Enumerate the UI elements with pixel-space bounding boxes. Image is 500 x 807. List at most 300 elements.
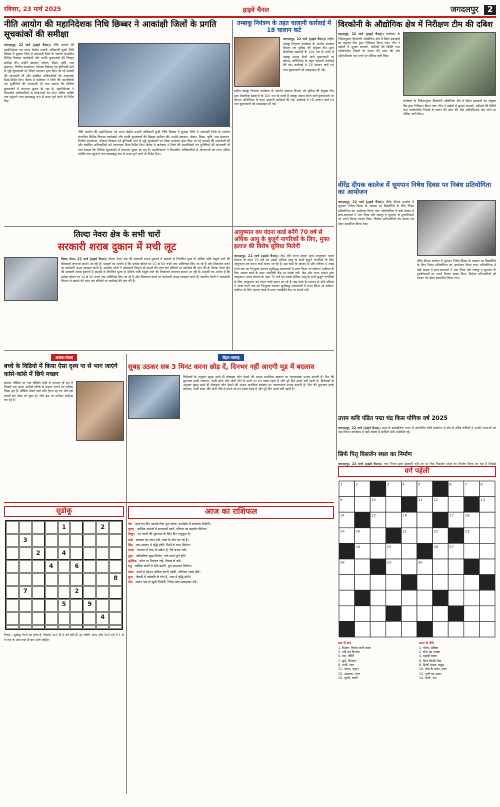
crossword-cell (401, 606, 417, 622)
story-dateline: जगदलपुर, 22 मार्च (हाइवे चैनल)। (283, 37, 327, 42)
clue: 3. नदी का किनारा (338, 650, 360, 655)
crossword-cell (355, 559, 371, 575)
crossword-cell (417, 544, 433, 560)
sudoku-cell: 7 (19, 586, 32, 599)
sudoku-cell (6, 612, 19, 625)
sudoku-cell (6, 534, 19, 547)
story-body-continued: तिल्दा नेवरा क्षेत्र की सरकारी शराब दुकानों में ग्राहकों से निर्धारित मूल्य से अधिक राशि वसूले जाने की शिकायतें लगातार सामने आ रही हैं। ग्राहकों का आरोप है कि प्रत्येक बोतल पर 10 से 50 रुपये तक अतिरिक्त लिए जा रहे हैं और शिकायत करने पर कर्मचारी अभद्र व्यवहार करते हैं। स्थानीय लोगों ने आबकारी विभाग से मामले की जांच कर दोषियों पर कार्रवाई की मांग की है। (61, 265, 230, 283)
rashi-name: कुंभ (128, 574, 133, 579)
crossword-number: 23 (464, 529, 470, 534)
sudoku-cell (109, 599, 122, 612)
sudoku-cell (70, 625, 83, 630)
sudoku-cell (6, 521, 19, 534)
rashi-item (128, 580, 334, 584)
clues-across-label: बाएं से दाएं (338, 641, 352, 646)
story-body-wrap (234, 37, 334, 87)
story-body-wrap (338, 32, 496, 172)
clue: 1. दिमाग, विचार करने वाला (338, 645, 372, 650)
sudoku-cell (58, 573, 71, 586)
story-body-continued: विशेषज्ञों के अनुसार सुबह उठते ही मोबाइल फोन देखने की आदत मानसिक स्वास्थ्य पर नकारात्मक प्रभाव डालती है। दिन की शुरुआत हल्के व्यायाम, गहरी सांस और पानी पीने से करने पर मन प्रसन्न रहता है और पूरे दिन ऊर्जा बनी रहती है। (183, 378, 334, 392)
crossword-cell (448, 606, 464, 622)
rashi-text: संतान पक्ष से खुशी मिलेगी, निवेश सोच-समझकर करें। (135, 580, 198, 585)
sudoku-cell (32, 612, 45, 625)
sudoku-cell (83, 586, 96, 599)
sudoku-cell (58, 560, 71, 573)
clues-down-label: ऊपर से नीचे (419, 641, 434, 646)
rashi-item (128, 543, 334, 547)
sudoku-grid (5, 520, 123, 630)
sudoku-cell (32, 521, 45, 534)
story-text (234, 254, 334, 349)
crossword-cell (339, 622, 355, 638)
sudoku-cell (19, 560, 32, 573)
sudoku-cell (19, 547, 32, 560)
story-health-tip (128, 354, 334, 475)
crossword-cell (339, 575, 355, 591)
rashi-text: धार्मिक कार्यों में रुचि बढ़ेगी, शुभ समाचार मिलेगा। (134, 564, 192, 569)
clue: 12. गुणों का भंडार (419, 671, 442, 676)
rashi-text: व्यापार में लाभ के संकेत हैं, धैर्य बनाए रखें। (137, 548, 187, 553)
rashi-item (128, 532, 334, 536)
sudoku-cell (32, 625, 45, 630)
crossword-cell (417, 575, 433, 591)
rashi-item (128, 538, 334, 542)
sudoku-cell (6, 547, 19, 560)
sudoku-cell (45, 573, 58, 586)
rashi-name: मकर (128, 569, 134, 574)
story-body (183, 375, 334, 475)
crossword-number: 19 (340, 529, 345, 534)
rashifal-title: आज का राशिफल (128, 506, 334, 519)
crossword-cell (433, 559, 449, 575)
masthead-paper-name: हाइवे चैनल (242, 5, 270, 14)
rashi-text: कार्य में मेहनत अधिक करनी पड़ेगी, परिणाम अच्छे होंगे। (136, 569, 201, 574)
crossword-cell (370, 575, 386, 591)
health-photo (128, 375, 180, 419)
college-photo (417, 200, 496, 256)
crossword-cell (370, 544, 386, 560)
crossword-cell (370, 528, 386, 544)
story-photo-col (417, 200, 496, 401)
sudoku-cell (70, 573, 83, 586)
sudoku-cell (32, 586, 45, 599)
sudoku-cell (96, 586, 109, 599)
sudoku-cell (96, 547, 109, 560)
story-text-col (4, 43, 74, 192)
story-headline: विरकोनी के औद्योगिक क्षेत्र में निरीक्षण टीम की दबिश (338, 20, 493, 29)
sudoku-cell: 3 (19, 534, 32, 547)
sudoku-cell: 4 (45, 560, 58, 573)
rashi-text: स्वास्थ्य का ध्यान रखें, यात्रा के योग बन रहे हैं। (135, 537, 189, 542)
crossword-cell (370, 481, 386, 497)
clue: 13. आकाश, गगन (338, 671, 361, 676)
liquor-shop-photo (4, 257, 58, 301)
story-photo-col (403, 32, 496, 172)
rashi-text: पारिवारिक सुख मिलेगा, रुके कार्य पूर्ण होंगे। (135, 553, 187, 558)
crossword-cell (433, 606, 449, 622)
crossword-cell (464, 606, 480, 622)
sudoku-cell (45, 534, 58, 547)
rashi-item (128, 554, 334, 558)
story-dateline: तिल्दा नेवरा, 22 मार्च (हाइवे चैनल)। (61, 257, 108, 262)
crossword-cell (355, 622, 371, 638)
crossword-number: 27 (449, 545, 454, 550)
crossword-cell (448, 528, 464, 544)
clue: 1. गौरव, प्रतिष्ठा (419, 645, 438, 650)
crossword-number: 10 (371, 498, 376, 503)
sudoku-cell (6, 586, 19, 599)
sudoku-cell (58, 612, 71, 625)
crossword-cell (479, 591, 495, 607)
story-virkoni (338, 20, 496, 172)
rashi-text: क्रोध पर नियंत्रण रखें, विवाद से बचें। (139, 558, 182, 563)
rashi-item (128, 527, 334, 531)
crossword-number: 25 (386, 545, 392, 550)
crossword-cell (401, 544, 417, 560)
story-text (338, 200, 414, 400)
masthead-city (450, 5, 496, 16)
story-body: शहर के सांस्कृतिक भवन में आयोजित कवि सम्मेलन में क्षेत्र के वरिष्ठ कवियों ने अपनी रचनाओं का पाठ किया। कार्यक्रम में बड़ी संख्या में साहित्य प्रेमी उपस्थित रहे। (338, 425, 496, 435)
row-divider (4, 350, 334, 351)
sudoku-cell (19, 573, 32, 586)
rashi-name: सिंह (128, 543, 133, 548)
crossword-cell (433, 513, 449, 529)
story-body: राष्ट्रीय तंबाकू नियंत्रण कार्यक्रम के अंतर्गत स्वास्थ्य विभाग एवं पुलिस की संयुक्त टीम द्वारा शैक्षणिक संस्थानों के 100 गज के दायरे में तंबाकू उत्पाद बेचने वाले दुकानदारों पर कोटपा अधिनियम के तहत चालानी कार्रवाई की गई। कार्रवाई में 18 चालान काटे गए तथा दुकानदारों को समझाइश दी गई। (283, 37, 334, 72)
sudoku-cell (70, 612, 83, 625)
sudoku-cell (58, 586, 71, 599)
crossword-cell (386, 513, 402, 529)
crossword-cell (386, 622, 402, 638)
story-body-wrap (128, 375, 334, 475)
sudoku-cell (45, 586, 58, 599)
sudoku-cell (19, 521, 32, 534)
crossword-cell (355, 575, 371, 591)
crossword-cell (448, 497, 464, 513)
crossword-cell (401, 497, 417, 513)
story-body: वीरेंद्र दीपक कालेज में धूमपान निषेध दिवस के अवसर पर विद्यार्थियों के लिए निबंध प्रतियोगिता का आयोजन किया गया। प्रतियोगिता में बड़ी संख्या में छात्र-छात्राओं ने भाग लिया और तंबाकू व धूमपान के दुष्परिणामों पर अपने विचार व्यक्त किए। विजेता प्रतिभागियों को प्रमाण पत्र देकर सम्मानित किया गया। (338, 199, 414, 226)
crossword-number: 16 (402, 514, 407, 519)
crossword-cell (386, 591, 402, 607)
sudoku-cell (19, 599, 32, 612)
story-headline: उत्तम कवि पंडित पद्मा चंद्र किस योगिक वर्ष 2025 (338, 416, 448, 422)
crossword-cell (386, 606, 402, 622)
sudoku-cell (6, 573, 19, 586)
sudoku-cell (96, 560, 109, 573)
crossword-cell (464, 559, 480, 575)
crossword-number: 4 (402, 482, 405, 487)
sudoku-cell (32, 573, 45, 586)
page-number: 2 (484, 5, 496, 16)
story-text (283, 37, 334, 85)
story-headline: सुबह उठकर सब 3 मिनट करना छोड़ दें, दिनभर नहीं आएगी मूड में बदलाव (128, 363, 315, 372)
crossword-cell (355, 497, 371, 513)
sudoku-cell: 1 (58, 521, 71, 534)
crossword-number: 29 (386, 560, 392, 565)
clue: 15. पृथ्वी, धरती (338, 675, 358, 680)
clues-across (338, 641, 415, 680)
sudoku-cell (6, 625, 19, 630)
crossword-cell (448, 559, 464, 575)
crossword-box (338, 466, 496, 680)
section-label-wrap (128, 354, 334, 361)
story-body-wrap (4, 381, 124, 489)
crossword-number: 21 (402, 529, 407, 534)
sudoku-cell (83, 547, 96, 560)
crossword-cell (339, 591, 355, 607)
crossword-number: 11 (418, 498, 423, 503)
sudoku-cell (70, 521, 83, 534)
rashi-text: मान-सम्मान में वृद्धि होगी, मित्रों से लाभ मिलेगा। (135, 543, 191, 548)
clue: 6. बिना किसी रोक (419, 658, 442, 663)
crossword-number: 13 (480, 498, 485, 503)
column-divider (232, 20, 233, 350)
rashi-item (128, 570, 334, 574)
sudoku-cell (109, 547, 122, 560)
crossword-number: 7 (464, 482, 468, 487)
sudoku-cell (83, 560, 96, 573)
story-tobacco (234, 20, 334, 211)
crossword-cell (479, 559, 495, 575)
story-headline: सरकारी शराब दुकान में मची लूट (57, 241, 177, 253)
story-text (338, 426, 496, 450)
rashi-name: मीन (128, 580, 133, 585)
story-ayushman (234, 230, 334, 349)
story-body-text: विशेषज्ञों के अनुसार सुबह उठते ही मोबाइल फोन देखने की आदत मानसिक स्वास्थ्य पर नकारात्मक प्रभाव डालती है। दिन की शुरुआत हल्के व्यायाम, गहरी सांस और पानी पीने से करने पर मन प्रसन्न रहता है और पूरे दिन ऊर्जा बनी रहती है। (183, 374, 334, 383)
sudoku-box (4, 506, 124, 673)
newspaper-page (4, 4, 496, 799)
city-name: जगदलपुर (450, 4, 479, 14)
crossword-cell (464, 575, 480, 591)
column-divider (336, 20, 337, 460)
crossword-cell (464, 544, 480, 560)
sudoku-cell (83, 625, 96, 630)
rashi-name: कर्क (128, 537, 133, 542)
story-headline: बच्चे के विडियो में किया ऐसा दृश्य पा से भाग जाएंगे कांसे-कांसे में छिपे मच्छर (4, 363, 118, 378)
crossword-cell (386, 575, 402, 591)
rashi-text: नौकरी में पदोन्नति के योग हैं, आय में वृद्धि होगी। (135, 574, 191, 579)
crossword-cell (401, 559, 417, 575)
crossword-cell (386, 528, 402, 544)
clue: 5. यश, कीर्ति (338, 654, 355, 659)
rashi-name: धनु (128, 564, 132, 569)
crossword-cell (448, 622, 464, 638)
clue: 7. सूर्य, दिनकर (338, 658, 357, 663)
crossword-cell (339, 606, 355, 622)
crossword-number: 20 (355, 529, 361, 534)
crossword-grid (338, 480, 496, 638)
story-photo-col (78, 43, 230, 192)
rashi-item (128, 564, 334, 568)
crossword-cell (355, 606, 371, 622)
crossword-number: 22 (433, 529, 439, 534)
rashi-item (128, 559, 334, 563)
sudoku-cell (83, 573, 96, 586)
sudoku-cell (45, 612, 58, 625)
crossword-number: 17 (449, 514, 454, 519)
crossword-cell (479, 513, 495, 529)
story-body: केंद्र और राज्य शासन द्वारा आयुष्मान भारत योजना के तहत 70 वर्ष एवं उससे अधिक आयु के सभी बुजुर्ग नागरिकों के लिए आयुष्मान वय वंदना कार्ड बनाए जा रहे हैं। इस कार्ड के माध्यम से प्रति परिवार 5 लाख रुपये तक का निःशुल्क उपचार सूचीबद्ध अस्पतालों में प्राप्त किया जा सकेगा। पंजीयन के लिए आधार कार्ड के साथ नजदीकी केंद्र पर संपर्क करें। (234, 253, 334, 276)
story-text (61, 257, 230, 353)
crossword-number: 3 (386, 482, 390, 487)
story-body: नीति आयोग की महानिदेशक एवं राज्य केंद्रीय प्रभारी अधिकारी सुश्री निधि छिब्बर ने सुकमा जिले में आकांक्षी जिले के अंतर्गत संचालित विभिन्न विकास कार्यक्रमों और प्रगति सूचकांकों की विस्तृत समीक्षा की। उन्होंने स्वास्थ्य, पोषण, शिक्षा, कृषि, जल संसाधन, वित्तीय समावेशन, कौशल विकास एवं बुनियादी ढांचे से जुड़े सूचकांकों पर जिला प्रशासन द्वारा किए जा रहे प्रयासों की जानकारी ली और संबंधित अधिकारियों को आवश्यक दिशा-निर्देश दिए। बैठक में कलेक्टर ने जिले की उपलब्धियों एवं चुनौतियों की जानकारी दी तथा बताया कि विभिन्न सूचकांकों में लगातार सुधार हो रहा है। महानिदेशक ने विभागीय अधिकारियों से योजनाओं का लाभ अंतिम व्यक्ति तक पहुंचाने तथा समयबद्ध रूप से लक्ष्य पूर्ण करने के निर्देश दिए। (4, 43, 74, 104)
masthead (4, 4, 496, 18)
crossword-cell (433, 575, 449, 591)
rashifal-list (128, 522, 334, 585)
industrial-photo (403, 32, 496, 96)
crossword-number: 9 (340, 498, 343, 503)
sudoku-instructions: नियम : सुडोकू 9x9 का होता है, जिसमें 3x3 के 9 वर्ग होते हैं। हर पंक्ति, स्तंभ और 3x3 वर्ग में 1 से 9 तक के अंक एक ही बार आने चाहिए। (4, 633, 124, 642)
sudoku-title: सुडोकू (4, 506, 124, 517)
clues-down (419, 641, 496, 680)
story-text (338, 32, 400, 170)
story-headline-2: सिर्फ पितृ विसर्जन स्थल का निर्माण (338, 451, 412, 458)
clue: 14. मोती, रत्न (419, 675, 437, 680)
story-body: तिल्दा नेवरा क्षेत्र की सरकारी शराब दुकानों में ग्राहकों से निर्धारित मूल्य से अधिक राशि वसूले जाने की शिकायतें लगातार सामने आ रही हैं। ग्राहकों का आरोप है कि प्रत्येक बोतल पर 10 से 50 रुपये तक अतिरिक्त लिए जा रहे हैं और शिकायत करने पर कर्मचारी अभद्र व्यवहार करते हैं। स्थानीय लोगों ने आबकारी विभाग से मामले की जांच कर दोषियों पर कार्रवाई की मांग की है। (61, 257, 230, 270)
tobacco-photo (234, 37, 280, 87)
story-college-essay (338, 182, 496, 401)
sudoku-cell (109, 521, 122, 534)
crossword-cell (386, 497, 402, 513)
crossword-number: 6 (449, 482, 452, 487)
crossword-number: 26 (433, 545, 439, 550)
rashi-item (128, 548, 334, 552)
story-headline: वीरेंद्र दीपक कालेज में धूमपान निषेध दिवस पर निबंध प्रतियोगिता का आयोजन (338, 181, 492, 197)
crossword-number: 5 (418, 482, 421, 487)
sudoku-cell: 6 (70, 560, 83, 573)
crossword-cell (448, 591, 464, 607)
masthead-date: रविवार, 23 मार्च 2025 (4, 5, 62, 13)
rashi-item (128, 522, 334, 526)
crossword-cell (464, 591, 480, 607)
story-headline: आयुष्मान वय वंदना कार्ड बनेंगे 70 वर्ष से अधिक आयु के बुजुर्ग नागरिकों के लिए, मुफ्त इलाज की विशेष सुविधा मिलेगी (234, 230, 330, 250)
sudoku-cell: 9 (83, 599, 96, 612)
sudoku-cell (96, 625, 109, 630)
crossword-cell (417, 622, 433, 638)
crossword-number: 12 (433, 498, 439, 503)
sudoku-cell: 4 (58, 547, 71, 560)
sudoku-cell (70, 547, 83, 560)
story-body-continued: वीरेंद्र दीपक कालेज में धूमपान निषेध दिवस के अवसर पर विद्यार्थियों के लिए निबंध प्रतियोगिता का आयोजन किया गया। प्रतियोगिता में बड़ी संख्या में छात्र-छात्राओं ने भाग लिया और तंबाकू व धूमपान के दुष्परिणामों पर अपने विचार व्यक्त किए। विजेता प्रतिभागियों को प्रमाण पत्र देकर सम्मानित किया गया। (417, 258, 496, 281)
rashi-name: मेष (128, 521, 132, 526)
rashi-item (128, 575, 334, 579)
story-body: कलेक्टर के निर्देशानुसार विरकोनी औद्योगिक क्षेत्र में स्थित इकाइयों का संयुक्त टीम द्वारा निरीक्षण किया गया। टीम ने उद्योगों में सुरक्षा मानकों, श्रमिकों की स्थिति तथा पर्यावरणीय नियमों के पालन की जांच की और अनियमितता पाए जाने पर नोटिस जारी किए। (338, 32, 400, 58)
sudoku-cell (70, 599, 83, 612)
crossword-number: 14 (340, 514, 345, 519)
sudoku-cell: 2 (32, 547, 45, 560)
sudoku-cell (96, 599, 109, 612)
story-niti-aayog (4, 20, 230, 192)
sudoku-cell (32, 534, 45, 547)
clue: 10. रोक के काल, सत्य (419, 667, 447, 672)
clue: 4. पहाड़ी रास्ता (419, 654, 437, 659)
sudoku-cell (6, 560, 19, 573)
story-dateline: जगदलपुर, 22 मार्च (हाइवे चैनल)। (338, 425, 381, 430)
crossword-cell (464, 497, 480, 513)
story-dateline: महासमुंद, 22 मार्च (हाइवे चैनल)। (338, 32, 384, 37)
crossword-cell (433, 591, 449, 607)
rashi-name: मिथुन (128, 532, 135, 537)
sudoku-cell (19, 625, 32, 630)
crossword-cell (433, 622, 449, 638)
story-body-wrap (4, 43, 230, 192)
crossword-cell (355, 513, 371, 529)
sudoku-cell (19, 612, 32, 625)
section-label: अजब-गजब (51, 354, 76, 361)
crossword-cell (370, 591, 386, 607)
story-headline-top: तिल्दा नेवरा क्षेत्र के सभी चारों (73, 230, 161, 239)
crossword-cell (448, 575, 464, 591)
crossword-cell (479, 606, 495, 622)
story-body-2: नगर निगम द्वारा इंद्रावती नदी तट पर पितृ विसर्जन स्थल का निर्माण किया जा रहा है जिससे (383, 461, 496, 466)
story-body-continued: राष्ट्रीय तंबाकू नियंत्रण कार्यक्रम के अंतर्गत स्वास्थ्य विभाग एवं पुलिस की संयुक्त टीम द्वारा शैक्षणिक संस्थानों के 100 गज के दायरे में तंबाकू उत्पाद बेचने वाले दुकानदारों पर कोटपा अधिनियम के तहत चालानी कार्रवाई की गई। कार्रवाई में 18 चालान काटे गए तथा दुकानदारों को समझाइश दी गई। (234, 89, 334, 107)
crossword-cell (479, 528, 495, 544)
story-body-wrap (338, 200, 496, 401)
sudoku-cell (109, 586, 122, 599)
clue: 2. सेना का नायक (419, 650, 440, 655)
clue: 8. हिन्दी मंथल, समुद्र (419, 663, 444, 667)
crossword-cell (370, 559, 386, 575)
crossword-cell (417, 528, 433, 544)
sudoku-cell (109, 560, 122, 573)
crossword-number: 1 (340, 482, 343, 487)
crossword-cell (479, 544, 495, 560)
story-body-continued: नीति आयोग की महानिदेशक एवं राज्य केंद्रीय प्रभारी अधिकारी सुश्री निधि छिब्बर ने सुकमा जिले में आकांक्षी जिले के अंतर्गत संचालित विभिन्न विकास कार्यक्रमों और प्रगति सूचकांकों की विस्तृत समीक्षा की। उन्होंने स्वास्थ्य, पोषण, शिक्षा, कृषि, जल संसाधन, वित्तीय समावेशन, कौशल विकास एवं बुनियादी ढांचे से जुड़े सूचकांकों पर जिला प्रशासन द्वारा किए जा रहे प्रयासों की जानकारी ली और संबंधित अधिकारियों को आवश्यक दिशा-निर्देश दिए। बैठक में कलेक्टर ने जिले की उपलब्धियों एवं चुनौतियों की जानकारी दी तथा बताया कि विभिन्न सूचकांकों में लगातार सुधार हो रहा है। महानिदेशक ने विभागीय अधिकारियों से योजनाओं का लाभ अंतिम व्यक्ति तक पहुंचाने तथा समयबद्ध रूप से लक्ष्य पूर्ण करने के निर्देश दिए। (78, 130, 230, 156)
sudoku-cell (83, 521, 96, 534)
crossword-number: 28 (340, 560, 345, 565)
sudoku-cell (45, 521, 58, 534)
story-body-continued: केंद्र और राज्य शासन द्वारा आयुष्मान भारत योजना के तहत 70 वर्ष एवं उससे अधिक आयु के सभी बुजुर्ग नागरिकों के लिए आयुष्मान वय वंदना कार्ड बनाए जा रहे हैं। इस कार्ड के माध्यम से प्रति परिवार 5 लाख रुपये तक का निःशुल्क उपचार सूचीबद्ध अस्पतालों में प्राप्त किया जा सकेगा। पंजीयन के लिए आधार कार्ड के साथ नजदीकी केंद्र पर संपर्क करें। (234, 271, 334, 293)
sudoku-cell (45, 547, 58, 560)
sudoku-cell (6, 599, 19, 612)
row-divider (4, 502, 334, 503)
crossword-cell (401, 575, 417, 591)
crossword-number: 15 (371, 514, 376, 519)
rashi-text: आर्थिक मामलों में सावधानी बरतें, परिवार का सहयोग मिलेगा। (136, 527, 208, 532)
sudoku-cell (58, 625, 71, 630)
clue: 11. पत्थर, चट्टान (338, 667, 359, 672)
sudoku-cell (109, 612, 122, 625)
sudoku-cell (109, 625, 122, 630)
crossword-cell (401, 622, 417, 638)
row-divider (4, 226, 334, 227)
sudoku-cell (45, 599, 58, 612)
rashi-name: वृश्चिक (128, 558, 137, 563)
section-label: सेहत-सलाह (218, 354, 243, 361)
crossword-clues (338, 641, 496, 680)
crossword-cell (417, 591, 433, 607)
sudoku-cell (96, 534, 109, 547)
rashi-name: वृषभ (128, 527, 134, 532)
sudoku-cell: 8 (109, 573, 122, 586)
rashi-name: तुला (128, 553, 133, 558)
crossword-cell (464, 622, 480, 638)
story-headline: नीति आयोग की महानिदेशक निधि छिब्बर ने आकांक्षी जिलों के प्रगति सूचकांकों की समीक्षा (4, 20, 217, 41)
crossword-cell (370, 622, 386, 638)
story-dateline: जगदलपुर, 22 मार्च (हाइवे चैनल)। (234, 253, 279, 258)
sudoku-cell (32, 560, 45, 573)
crossword-number: 30 (418, 560, 423, 565)
crossword-title: वर्ग पहेली (338, 466, 496, 477)
sudoku-cell: 5 (58, 599, 71, 612)
column-divider (126, 354, 127, 794)
crossword-cell (339, 544, 355, 560)
crossword-cell (370, 606, 386, 622)
story-body-continued: कलेक्टर के निर्देशानुसार विरकोनी औद्योगिक क्षेत्र में स्थित इकाइयों का संयुक्त टीम द्वारा निरीक्षण किया गया। टीम ने उद्योगों में सुरक्षा मानकों, श्रमिकों की स्थिति तथा पर्यावरणीय नियमों के पालन की जांच की और अनियमितता पाए जाने पर नोटिस जारी किए। (403, 99, 496, 117)
sudoku-cell (83, 534, 96, 547)
story-body: सोशल मीडिया पर एक वीडियो तेजी से वायरल हो रहा है जिसमें एक बच्चा अनोखे तरीके से मच्छर भगाने का तरीका दिखा रहा है। वीडियो देखने वाले लोग हैरान रह गए और इसे लाखों बार देखा जा चुका है। लोग इस पर मजेदार कमेंट्स कर रहे हैं। (4, 380, 73, 403)
crossword-number: 18 (464, 514, 470, 519)
rashi-name: कन्या (128, 548, 135, 553)
